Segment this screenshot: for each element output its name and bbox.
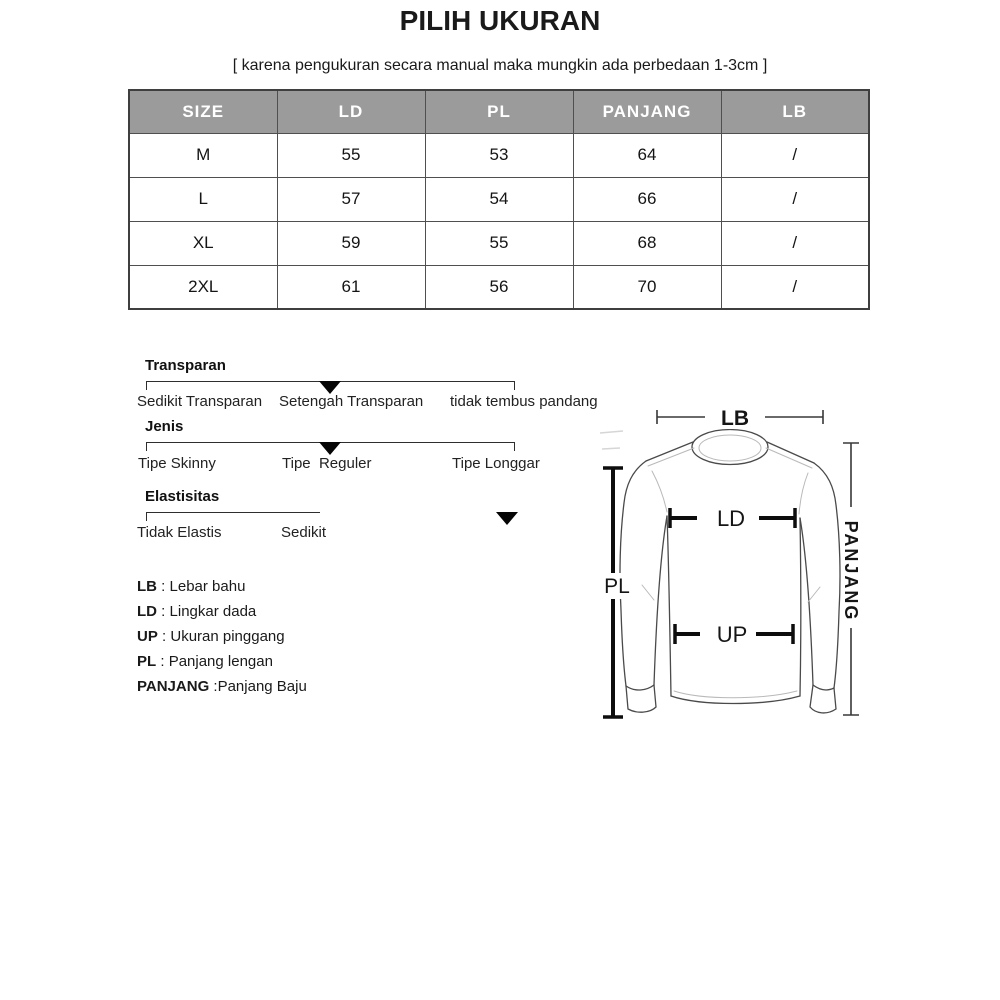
- up-label: UP: [716, 622, 748, 647]
- table-cell: M: [129, 133, 277, 177]
- scale-title: Elastisitas: [145, 488, 220, 505]
- table-cell: 61: [277, 265, 425, 309]
- scale-label: tidak tembus pandang: [450, 393, 598, 410]
- page-title: PILIH UKURAN: [399, 5, 601, 36]
- scale-line: [146, 512, 320, 521]
- page-subtitle: [ karena pengukuran secara manual maka mungkin ada perbedaan 1-3cm ]: [232, 57, 768, 74]
- legend-desc: Lebar bahu: [169, 578, 246, 595]
- legend-separator: :: [157, 603, 170, 620]
- table-cell: /: [721, 133, 869, 177]
- pl-label: PL: [604, 575, 630, 598]
- table-cell: 70: [573, 265, 721, 309]
- table-cell: XL: [129, 221, 277, 265]
- legend-item: [137, 578, 437, 594]
- table-cell: 66: [573, 177, 721, 221]
- lb-measure-line: [657, 405, 823, 430]
- legend-desc: Ukuran pinggang: [170, 628, 285, 645]
- up-measure-line: [675, 621, 793, 647]
- scan-artifact: [600, 431, 623, 449]
- scale-transparan: [137, 357, 598, 413]
- table-cell: 68: [573, 221, 721, 265]
- scale-elastisitas: [137, 488, 587, 544]
- pl-measure-line: [598, 468, 636, 717]
- scale-label: Sedikit: [281, 524, 327, 541]
- ld-label: LD: [716, 506, 746, 531]
- scale-label: Tipe Skinny: [138, 455, 216, 472]
- legend-item: [137, 603, 437, 619]
- legend-separator: :: [209, 678, 218, 695]
- table-row: [129, 265, 869, 309]
- legend-item: [137, 653, 437, 669]
- table-header-lb: LB: [721, 90, 869, 133]
- table-header-pl: PL: [425, 90, 573, 133]
- scale-title: Jenis: [145, 418, 184, 435]
- table-header-row: [129, 90, 869, 133]
- shirt-outline: [620, 430, 840, 713]
- shirt-measurement-diagram: [590, 385, 890, 745]
- measurement-legend: [137, 578, 437, 703]
- ld-measure-line: [670, 505, 795, 531]
- table-cell: 53: [425, 133, 573, 177]
- table-cell: 55: [425, 221, 573, 265]
- lb-label: LB: [721, 407, 749, 430]
- triangle-marker-icon: [319, 442, 341, 455]
- legend-separator: :: [156, 653, 169, 670]
- table-row: [129, 177, 869, 221]
- legend-separator: :: [157, 628, 171, 645]
- scale-label: Setengah Transparan: [279, 393, 424, 410]
- legend-abbr: LB: [137, 578, 157, 595]
- legend-desc: Panjang Baju: [217, 678, 307, 695]
- table-cell: 57: [277, 177, 425, 221]
- legend-abbr: UP: [137, 628, 158, 645]
- table-cell: 64: [573, 133, 721, 177]
- table-cell: 55: [277, 133, 425, 177]
- legend-item: [137, 628, 437, 644]
- scale-label: Sedikit Transparan: [137, 393, 263, 410]
- panjang-label: PANJANG: [841, 520, 861, 622]
- table-cell: /: [721, 221, 869, 265]
- legend-desc: Lingkar dada: [169, 603, 257, 620]
- table-header-panjang: PANJANG: [573, 90, 721, 133]
- scale-labels: [137, 524, 587, 542]
- scale-labels: [137, 455, 587, 473]
- table-cell: L: [129, 177, 277, 221]
- scale-jenis: [137, 418, 587, 474]
- table-cell: 54: [425, 177, 573, 221]
- scale-title: Transparan: [145, 357, 226, 374]
- panjang-measure-line: [841, 443, 861, 715]
- legend-abbr: LD: [137, 603, 157, 620]
- table-row: [129, 133, 869, 177]
- table-header-size: SIZE: [129, 90, 277, 133]
- size-table: [128, 89, 870, 310]
- scale-label: Tipe Longgar: [452, 455, 540, 472]
- table-cell: 59: [277, 221, 425, 265]
- scale-labels: [137, 393, 598, 411]
- legend-abbr: PANJANG: [137, 678, 210, 695]
- table-cell: 2XL: [129, 265, 277, 309]
- table-cell: 56: [425, 265, 573, 309]
- table-header-ld: LD: [277, 90, 425, 133]
- table-cell: /: [721, 177, 869, 221]
- scale-label: Tidak Elastis: [137, 524, 222, 541]
- legend-desc: Panjang lengan: [168, 653, 273, 670]
- table-row: [129, 221, 869, 265]
- scale-label: Tipe Reguler: [282, 455, 372, 472]
- legend-item: [137, 678, 437, 694]
- table-cell: /: [721, 265, 869, 309]
- legend-abbr: PL: [137, 653, 157, 670]
- legend-separator: :: [157, 578, 170, 595]
